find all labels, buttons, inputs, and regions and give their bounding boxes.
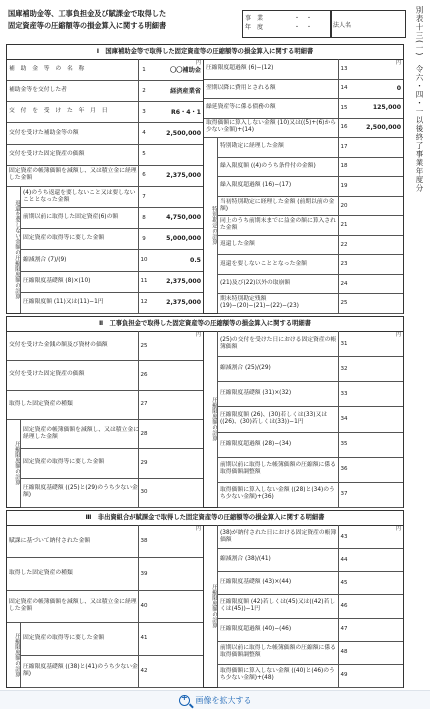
section-3 — [6, 510, 404, 688]
row-label: 前期以前に取得した帳簿価額の圧縮額に係る取得価額調整額 — [220, 645, 336, 659]
row-amount-field[interactable]: 2,500,000 — [366, 123, 401, 131]
form-row-35 — [218, 432, 403, 458]
section-2-left-column — [7, 331, 203, 507]
form-title-line1: 国庫補助金等、工事負担金及び賦課金で取得した — [8, 9, 167, 18]
form-row-4 — [7, 123, 203, 145]
row-number: 17 — [338, 137, 349, 157]
row-number: 34 — [338, 406, 349, 431]
row-amount-field[interactable]: 2,375,000 — [166, 277, 201, 285]
row-number: 8 — [138, 207, 149, 228]
row-number: 35 — [338, 432, 349, 457]
section-2 — [6, 316, 404, 508]
row-number: 19 — [338, 176, 349, 196]
row-label: 賦課に基づいて納付された金額 — [9, 537, 91, 544]
form-row-8 — [21, 207, 203, 229]
form-row-21 — [218, 215, 403, 236]
yen-unit: 円 — [395, 332, 401, 338]
row-number: 36 — [338, 457, 349, 482]
row-amount-field[interactable]: 2,375,000 — [166, 298, 201, 306]
side-group-label: 返還を要しない金額の圧縮限度額の計算 — [7, 186, 21, 313]
row-amount-field[interactable]: 〇〇補助金 — [170, 67, 201, 75]
row-number: 10 — [138, 250, 149, 271]
row-label: 翌期以降に費用とされる額 — [206, 84, 276, 91]
form-row-27 — [7, 390, 203, 420]
row-label: 交付を受けた金銭の額及び資材の価額 — [9, 342, 108, 349]
row-amount-field[interactable]: 0 — [396, 84, 401, 92]
row-label: 補 助 金 等 の 名 称 — [9, 66, 85, 73]
row-label: 圧縮限度額 (11)又は(11)−1円 — [23, 298, 104, 305]
row-label: 圧縮限度基礎額 ((38)と(41)のうち少ない金額) — [23, 663, 138, 677]
section-1-right-column — [204, 59, 403, 313]
row-number: 32 — [338, 356, 349, 381]
form-row-40 — [7, 590, 203, 623]
business-year-box — [242, 10, 332, 38]
row-number: 29 — [138, 448, 149, 477]
corp-name-box — [330, 10, 406, 38]
form-row-7 — [21, 186, 203, 208]
row-label: 前期以前に取得した固定資産(6)の額 — [23, 214, 119, 221]
form-row-9 — [21, 228, 203, 250]
row-number: 4 — [138, 123, 149, 144]
form-row-13 — [204, 59, 403, 80]
row-label: 返還した金額 — [220, 241, 255, 248]
row-number: 27 — [138, 390, 149, 419]
yen-unit: 円 — [395, 60, 401, 66]
enlarge-image-label: 画像を拡大する — [195, 695, 252, 705]
row-label: 取得価額に算入しない金額 ((28)と(34)のうち少ない金額)+(36) — [220, 487, 335, 501]
form-row-48 — [218, 641, 403, 665]
yen-unit: 円 — [195, 526, 201, 532]
form-row-1 — [7, 59, 203, 81]
row-number: 1 — [138, 59, 149, 80]
row-number: 49 — [338, 664, 349, 687]
row-number: 26 — [138, 360, 149, 389]
row-label: (4)のうち返還を要しないこと又は要しないこととなった金額 — [23, 189, 136, 203]
form-row-16 — [204, 118, 403, 139]
form-row-17 — [218, 137, 403, 158]
row-amount-field[interactable]: 0.5 — [190, 256, 201, 264]
tax-form-page — [6, 6, 424, 688]
row-label: 取得価額に算入しない金額 ((40)と(46)のうち少ない金額)+(48) — [220, 668, 335, 682]
row-label: 固定資産の取得等に要した金額 — [23, 235, 105, 242]
form-row-11 — [21, 271, 203, 293]
row-amount-field[interactable]: 5,000,000 — [166, 235, 201, 243]
column-divider — [203, 59, 204, 313]
form-row-25 — [7, 331, 203, 361]
form-row-23 — [218, 254, 403, 275]
row-number: 25 — [138, 331, 149, 360]
row-number: 3 — [138, 101, 149, 122]
row-amount-field[interactable]: 4,750,000 — [166, 214, 201, 222]
form-row-47 — [218, 618, 403, 642]
form-row-43 — [218, 525, 403, 549]
row-amount-field[interactable]: R6・4・1 — [170, 109, 201, 117]
form-row-37 — [218, 482, 403, 508]
row-number: 6 — [138, 165, 149, 186]
form-row-10 — [21, 250, 203, 272]
row-number: 2 — [138, 80, 149, 101]
form-row-34 — [218, 406, 403, 432]
yen-unit: 円 — [395, 526, 401, 532]
column-divider — [203, 525, 204, 687]
section-1 — [6, 44, 404, 314]
row-number: 43 — [338, 525, 349, 548]
row-label: 補助金等を交付した者 — [9, 87, 67, 94]
row-number: 11 — [138, 271, 149, 292]
row-number: 47 — [338, 618, 349, 641]
row-amount-field[interactable]: 2,375,000 — [166, 171, 201, 179]
form-header — [6, 6, 404, 40]
row-number: 46 — [338, 594, 349, 617]
row-number: 38 — [138, 525, 149, 557]
form-row-28 — [21, 419, 203, 449]
form-title — [8, 8, 238, 32]
row-label: 取得価額に算入しない金額 (10)又は((5)+(6)から少ない金額)+(14) — [206, 120, 337, 134]
section-1-left-column — [7, 59, 203, 313]
row-label: 特別勘定に経理した金額 — [220, 143, 284, 150]
row-label: 期末特別勘定残額 (19)−(20)−(21)−(22)−(23) — [220, 296, 299, 310]
form-row-14 — [204, 79, 403, 100]
row-number: 25 — [338, 293, 349, 313]
row-number: 14 — [338, 79, 349, 99]
row-label: 固定資産の帳簿価額を減額し、又は積立金に経理した金額 — [23, 426, 139, 440]
form-row-45 — [218, 571, 403, 595]
row-label: 同上のうち前期末までに益金の額に算入された金額 — [220, 218, 336, 232]
row-number: 15 — [338, 98, 349, 118]
row-number: 39 — [138, 557, 149, 589]
form-row-20 — [218, 196, 403, 217]
row-label: 圧縮限度基礎額 (43)×(44) — [220, 579, 292, 586]
section-2-heading: Ⅱ 工事負担金で取得した固定資産等の圧縮額等の損金算入に関する明細書 — [7, 317, 403, 332]
row-number: 21 — [338, 215, 349, 235]
row-label: 交付を受けた固定資産の価額 — [9, 150, 85, 157]
row-number: 9 — [138, 228, 149, 249]
row-number: 41 — [138, 622, 149, 654]
row-label: 当初特別勘定に経理した金額 (前期以前の金額) — [220, 198, 335, 212]
form-row-25 — [218, 293, 403, 314]
business-year-label: 事 業 年 度 — [245, 15, 264, 31]
form-row-5 — [7, 144, 203, 166]
row-label: 圧縮限度基礎額 (8)×(10) — [23, 277, 91, 284]
enlarge-image-link[interactable] — [0, 690, 430, 709]
row-amount-field[interactable]: 2,500,000 — [166, 129, 201, 137]
row-number: 28 — [138, 419, 149, 448]
row-number: 22 — [338, 235, 349, 255]
row-amount-field[interactable]: 125,000 — [372, 104, 401, 112]
form-row-19 — [218, 176, 403, 197]
row-label: (38)が納付された日における固定資産の帳簿価額 — [220, 529, 337, 543]
row-number: 24 — [338, 274, 349, 294]
form-row-38 — [7, 525, 203, 558]
row-label: 圧縮限度額 (42)若しくは(45)又は((42)若しくは(45))−1円 — [220, 598, 336, 612]
row-label: 返還を要しないこととなった金額 — [220, 260, 307, 267]
row-number: 20 — [338, 196, 349, 216]
section-2-right-column — [204, 331, 403, 507]
form-row-44 — [218, 548, 403, 572]
row-label: (25)の交付を受けた日における固定資産の帳簿価額 — [220, 336, 337, 350]
side-group-label: 圧縮限度額の計算 — [7, 419, 21, 507]
row-label: 交付を受けた固定資産の価額 — [9, 371, 85, 378]
form-title-line2: 固定資産等の圧縮額等の損金算入に関する明細書 — [8, 21, 167, 30]
row-number: 31 — [338, 331, 349, 356]
row-number: 37 — [338, 482, 349, 507]
row-label: 交 付 を 受 け た 年 月 日 — [9, 108, 108, 115]
row-label: 固定資産の取得等に要した金額 — [23, 634, 105, 641]
form-row-41 — [21, 622, 203, 655]
row-label: 縮減割合 (7)/(9) — [23, 256, 67, 263]
row-label: 取得した固定資産の種類 — [9, 400, 73, 407]
form-row-49 — [218, 664, 403, 688]
row-label: 繰入限度額 ((4)のうち条件付の金額) — [220, 162, 316, 169]
row-number: 33 — [338, 381, 349, 406]
row-label: 縮減割合 (25)/(29) — [220, 365, 271, 372]
row-label: 圧縮限度超過額 (6)−(12) — [206, 65, 274, 72]
row-label: 圧縮限度額 (26)、(30)若しくは(33)又は((26)、(30)若しくは(33))−1円 — [220, 411, 328, 425]
row-number: 5 — [138, 144, 149, 165]
row-number: 40 — [138, 590, 149, 622]
form-row-42 — [21, 655, 203, 688]
row-label: 固定資産の帳簿価額を減額し、又は積立金に経理した金額 — [9, 598, 137, 612]
row-label: 固定資産の帳簿価額を減額し、又は積立金に経理した金額 — [9, 168, 137, 182]
form-tag: 別表十三(一) 令六・四・一以後終了事業年度分 — [415, 6, 424, 193]
section-3-left-column — [7, 525, 203, 687]
row-label: 交付を受けた補助金等の額 — [9, 129, 79, 136]
row-label: 取得した固定資産の種類 — [9, 570, 73, 577]
zoom-in-icon — [179, 695, 190, 706]
form-row-12 — [21, 292, 203, 314]
row-label: 圧縮限度基礎額 ((25)と(29)のうち少ない金額) — [23, 485, 138, 499]
row-label: 固定資産の取得等に要した金額 — [23, 459, 105, 466]
form-row-32 — [218, 356, 403, 382]
side-group-label: 圧縮限度額の計算 — [204, 525, 218, 687]
row-number: 44 — [338, 548, 349, 571]
row-number: 12 — [138, 292, 149, 313]
form-row-24 — [218, 274, 403, 295]
form-row-3 — [7, 101, 203, 123]
row-label: 縮減割合 (38)/(41) — [220, 556, 271, 563]
row-label: 繰入限度超過額 (16)−(17) — [220, 182, 292, 189]
form-row-2 — [7, 80, 203, 102]
column-divider — [203, 331, 204, 507]
form-row-39 — [7, 557, 203, 590]
row-number: 23 — [338, 254, 349, 274]
side-group-label: 圧縮限度額の計算 — [204, 331, 218, 507]
business-year-value: ・ ・ ・ ・ — [293, 15, 312, 31]
row-label: 前期以前に取得した帳簿価額の圧縮額に係る取得価額調整額 — [220, 462, 336, 476]
form-row-30 — [21, 478, 203, 508]
side-group-label: 特別勘定の計算 — [204, 137, 218, 313]
form-row-6 — [7, 165, 203, 187]
row-number: 42 — [138, 655, 149, 687]
section-1-heading: Ⅰ 国庫補助金等で取得した固定資産等の圧縮額等の損金算入に関する明細書 — [7, 45, 403, 60]
side-group-label: 圧縮限度額の計算 — [7, 622, 21, 687]
form-row-18 — [218, 157, 403, 178]
row-label: 圧縮限度超過額 (40)−(46) — [220, 625, 292, 632]
row-number: 48 — [338, 641, 349, 664]
section-3-heading: Ⅲ 非出資組合が賦課金で取得した固定資産等の圧縮額等の損金算入に関する明細書 — [7, 511, 403, 526]
form-row-22 — [218, 235, 403, 256]
row-number: 13 — [338, 59, 349, 79]
form-row-36 — [218, 457, 403, 483]
row-label: (21)及び(22)以外の取崩額 — [220, 280, 291, 287]
yen-unit: 円 — [195, 332, 201, 338]
row-number: 45 — [338, 571, 349, 594]
row-number: 16 — [338, 118, 349, 138]
row-label: 圧縮限度基礎額 (31)×(32) — [220, 390, 292, 397]
row-number: 18 — [338, 157, 349, 177]
row-label: 繰延資産等に係る債務の額 — [206, 104, 276, 111]
form-row-46 — [218, 594, 403, 618]
row-number: 30 — [138, 478, 149, 507]
section-3-right-column — [204, 525, 403, 687]
form-row-26 — [7, 360, 203, 390]
form-row-31 — [218, 331, 403, 357]
row-amount-field[interactable]: 経済産業省 — [170, 88, 201, 96]
yen-unit: 円 — [195, 60, 201, 66]
form-row-33 — [218, 381, 403, 407]
row-number: 7 — [138, 186, 149, 207]
corp-name-label: 法人名 — [333, 22, 352, 29]
form-row-29 — [21, 448, 203, 478]
row-label: 圧縮限度超過額 (28)−(34) — [220, 440, 292, 447]
form-row-15 — [204, 98, 403, 119]
